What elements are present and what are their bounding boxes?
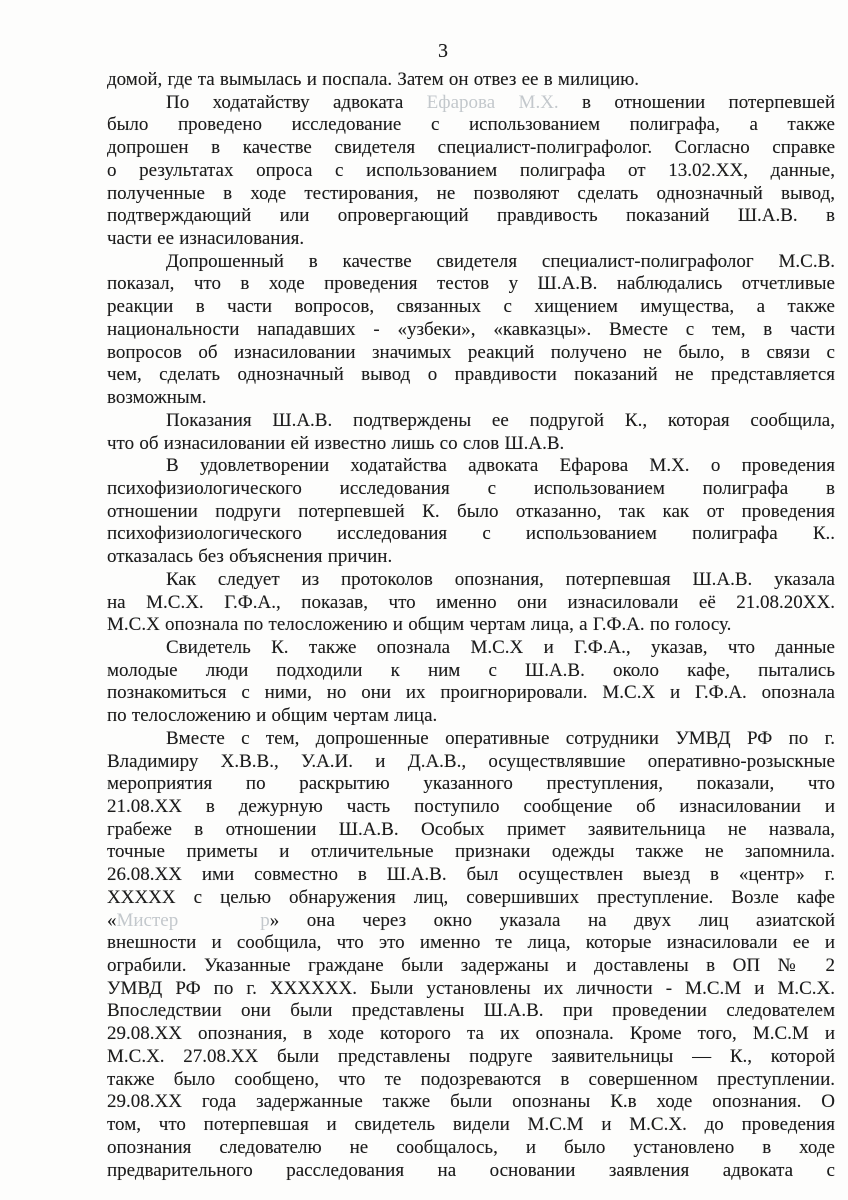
text-line: [107, 569, 835, 592]
text-line: [107, 932, 835, 955]
text-line: [107, 1046, 835, 1069]
text-line: [107, 1160, 835, 1183]
text-line: [107, 137, 835, 160]
text-segment: Владимиру Х.В.В., У.А.И. и Д.А.В., осуществлявшие оперативно-розыскные: [107, 750, 835, 772]
text-segment: опознания следователю не сообщалось, и было установлено в ходе: [107, 1136, 835, 1158]
text-line: [107, 228, 835, 251]
text-line: [107, 296, 835, 319]
text-segment: познакомиться с ними, но они их проигнорировали. М.С.Х и Г.Ф.А. опознала: [107, 682, 835, 704]
text-line: [107, 387, 835, 410]
text-line: [107, 751, 835, 774]
text-body: [107, 69, 835, 1182]
text-line: [107, 478, 835, 501]
text-segment: молодые люди подходили к ним с Ш.А.В. около кафе, пытались: [107, 659, 835, 681]
text-segment: мероприятия по раскрытию указанного преступления, показали, что: [107, 773, 835, 795]
text-segment: Свидетель К. также опознала М.С.Х и Г.Ф.А., указав, что данные: [166, 636, 835, 658]
text-segment: что об изнасиловании ей известно лишь со слов Ш.А.В.: [107, 432, 565, 454]
text-line: [107, 1137, 835, 1160]
text-line: [107, 1114, 835, 1137]
text-segment: том, что потерпевшая и свидетель видели М.С.М и М.С.Х. до проведения: [107, 1114, 835, 1136]
text-line: [107, 114, 835, 137]
text-line: [107, 92, 835, 115]
text-line: [107, 501, 835, 524]
text-segment: УМВД РФ по г. ХХХХХХ. Были установлены их личности - М.С.М и М.С.Х.: [107, 977, 835, 999]
text-segment: было проведено исследование с использованием полиграфа, а также: [107, 114, 835, 136]
text-line: [107, 273, 835, 296]
text-segment: Показания Ш.А.В. подтверждены ее подругой К., которая сообщила,: [166, 409, 835, 431]
text-segment: Допрошенный в качестве свидетеля специалист-полиграфолог М.С.В.: [166, 250, 835, 272]
text-line: [107, 342, 835, 365]
text-segment: национальности нападавших - «узбеки», «кавказцы». Вместе с тем, в части: [107, 318, 835, 340]
text-line: [107, 864, 835, 887]
text-segment: домой, где та вымылась и поспала. Затем он отвез ее в милицию.: [107, 69, 640, 90]
text-segment: ограбили. Указанные граждане были задержаны и доставлены в ОП № 2: [107, 955, 835, 977]
text-segment: Впоследствии они были представлены Ш.А.В. при проведении следователем: [107, 1000, 835, 1022]
text-segment: внешности и сообщила, что это именно те лица, которые изнасиловали ее и: [107, 932, 835, 954]
text-line: [107, 978, 835, 1001]
text-line: [107, 773, 835, 796]
page-number: 3: [438, 40, 448, 62]
text-line: [107, 523, 835, 546]
text-segment: психофизиологического исследования с использованием полиграфа в: [107, 477, 835, 499]
text-segment: М.С.Х опознала по телосложению и общим чертам лица, а Г.Ф.А. по голосу.: [107, 614, 732, 636]
text-segment: 29.08.ХХ опознания, в ходе которого та их опознала. Кроме того, М.С.М и: [107, 1023, 835, 1045]
text-segment: в отношении потерпевшей: [558, 91, 835, 113]
text-line: [107, 637, 835, 660]
text-segment: Вместе с тем, допрошенные оперативные сотрудники УМВД РФ по г.: [166, 727, 835, 749]
text-segment: реакции в части вопросов, связанных с хищением имущества, а также: [107, 296, 835, 318]
text-line: [107, 660, 835, 683]
text-segment: 21.08.ХХ в дежурную часть поступило сообщение об изнасиловании и: [107, 796, 835, 817]
text-line: [107, 183, 835, 206]
text-segment: также было сообщено, что те подозреваются в совершенном преступлении.: [107, 1068, 835, 1090]
text-line: [107, 910, 835, 933]
text-segment: части ее изнасилования.: [107, 228, 305, 250]
text-line: [107, 69, 835, 92]
text-line: [107, 433, 835, 456]
text-segment: показал, что в ходе проведения тестов у Ш.А.В. наблюдались отчетливые: [107, 273, 835, 295]
text-segment: ХХХХХ с целью обнаружения лиц, совершивших преступление. Возле кафе: [107, 886, 835, 908]
text-segment: предварительного расследования на основании заявления адвоката с: [107, 1159, 835, 1181]
faded-redacted-text: Ефарова М.Х.: [426, 91, 559, 113]
text-line: [107, 592, 835, 615]
text-line: [107, 251, 835, 274]
faded-redacted-text: Мистер: [116, 909, 179, 931]
text-segment: отношении подруги потерпевшей К. было отказанно, так как от проведения: [107, 500, 835, 522]
text-segment: грабеже в отношении Ш.А.В. Особых примет заявительница не назвала,: [107, 818, 835, 840]
text-segment: В удовлетворении ходатайства адвоката Ефарова М.Х. о проведения: [166, 455, 835, 477]
text-line: [107, 887, 835, 910]
text-line: [107, 1091, 835, 1114]
text-line: [107, 1023, 835, 1046]
text-line: [107, 1069, 835, 1092]
text-line: [107, 682, 835, 705]
text-segment: отказалась без объяснения причин.: [107, 546, 393, 568]
text-segment: психофизиологического исследования с использованием полиграфа К..: [107, 523, 835, 545]
text-line: [107, 205, 835, 228]
text-segment: точные приметы и отличительные признаки одежды также не запомнила.: [107, 841, 835, 863]
text-line: [107, 160, 835, 183]
text-segment: «: [107, 909, 117, 931]
text-line: [107, 455, 835, 478]
text-segment: » она через окно указала на двух лиц азиатской: [269, 909, 835, 931]
text-line: [107, 364, 835, 387]
text-segment: 26.08.ХХ ими совместно в Ш.А.В. был осуществлен выезд в «центр» г.: [107, 864, 835, 886]
text-segment: подтверждающий или опровергающий правдивость показаний Ш.А.В. в: [107, 205, 835, 227]
text-line: [107, 546, 835, 569]
text-line: [107, 955, 835, 978]
text-segment: Как следует из протоколов опознания, потерпевшая Ш.А.В. указала: [166, 568, 835, 590]
text-line: [107, 819, 835, 842]
text-segment: на М.С.Х. Г.Ф.А., показав, что именно они изнасиловали её 21.08.20ХХ.: [107, 591, 835, 613]
text-line: [107, 1000, 835, 1023]
text-line: [107, 796, 835, 819]
text-line: [107, 841, 835, 864]
text-segment: возможным.: [107, 387, 207, 409]
text-line: [107, 319, 835, 342]
text-segment: о результатах опроса с использованием полиграфа от 13.02.ХХ, данные,: [107, 159, 835, 181]
text-segment: чем, сделать однозначный вывод о правдивости показаний не представляется: [107, 364, 835, 386]
text-segment: М.С.Х. 27.08.ХХ были представлены подруге заявительницы — К., которой: [107, 1045, 835, 1067]
text-line: [107, 728, 835, 751]
text-segment: по телосложению и общим чертам лица.: [107, 705, 438, 727]
text-line: [107, 614, 835, 637]
text-line: [107, 705, 835, 728]
faded-redacted-text: р: [260, 909, 270, 931]
text-segment: По ходатайству адвоката: [166, 91, 427, 113]
text-segment: полученные в ходе тестирования, не позволяют сделать однозначный вывод,: [107, 182, 835, 204]
text-segment: допрошен в качестве свидетеля специалист-полиграфолог. Согласно справке: [107, 137, 835, 159]
erased-text-gap: [178, 925, 260, 926]
text-segment: 29.08.ХХ года задержанные также были опознаны К.в ходе опознания. О: [107, 1091, 835, 1113]
text-segment: вопросов об изнасиловании значимых реакций получено не было, в связи с: [107, 341, 835, 363]
text-line: [107, 410, 835, 433]
